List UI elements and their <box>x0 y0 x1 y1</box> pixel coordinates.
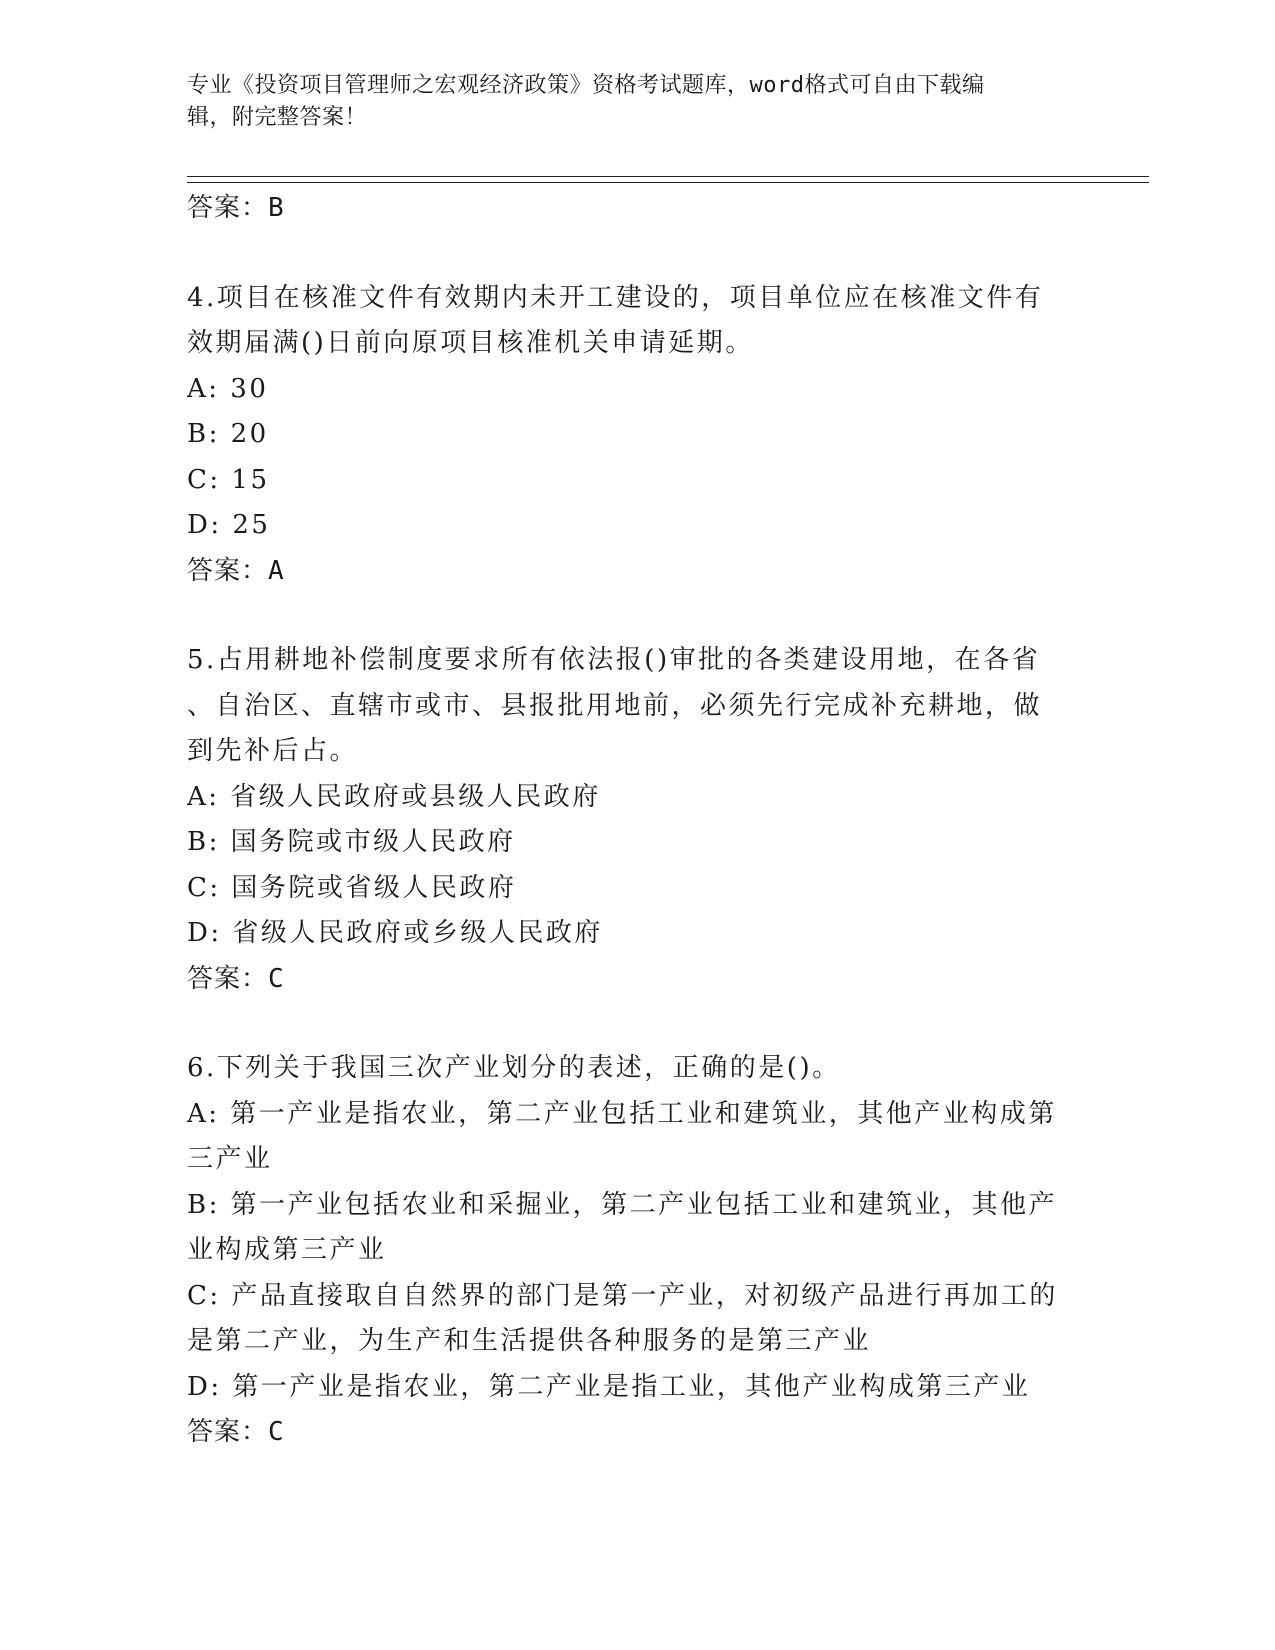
option-line: 是第二产业，为生产和生活提供各种服务的是第三产业 <box>187 1326 872 1356</box>
option-line: B: 20 <box>187 419 269 449</box>
question-stem-line: 5.占用耕地补偿制度要求所有依法报()审批的各类建设用地，在各省 <box>187 645 1041 675</box>
option-line: D: 省级人民政府或乡级人民政府 <box>187 918 603 948</box>
header-divider-bottom <box>187 182 1149 183</box>
question-stem-line: 4.项目在核准文件有效期内未开工建设的，项目单位应在核准文件有 <box>187 282 1044 313</box>
header-line-2: 辑，附完整答案！ <box>187 105 368 130</box>
question-stem-line: 效期届满()日前向原项目核准机关申请延期。 <box>187 328 754 358</box>
option-line: A: 省级人民政府或县级人民政府 <box>187 781 601 812</box>
answer-label: 答案： <box>187 963 269 994</box>
option-line: C: 国务院或省级人民政府 <box>187 872 517 903</box>
option-line: D: 第一产业是指农业，第二产业是指工业，其他产业构成第三产业 <box>187 1371 1031 1402</box>
question-list <box>187 186 1087 1456</box>
answer-value: A <box>268 555 285 586</box>
answer-line <box>187 549 1087 595</box>
answer-line <box>187 957 1087 1003</box>
answer-value: B <box>268 193 285 223</box>
option-line: B: 第一产业包括农业和采掘业，第二产业包括工业和建筑业，其他产 <box>187 1189 1058 1220</box>
header-line-1: 专业《投资项目管理师之宏观经济政策》资格考试题库，word格式可自由下载编 <box>187 73 985 98</box>
question-block <box>187 638 1087 1002</box>
answer-label: 答案： <box>187 555 269 586</box>
answer-value: C <box>268 963 285 994</box>
question-stem-line: 、自治区、直辖市或市、县报批用地前，必须先行完成补充耕地，做 <box>187 690 1043 721</box>
option-line: C: 15 <box>187 464 270 495</box>
question-spacer <box>187 1002 1087 1046</box>
option-line: A: 第一产业是指农业，第二产业包括工业和建筑业，其他产业构成第 <box>187 1098 1057 1129</box>
option-line: D: 25 <box>187 510 271 540</box>
question-stem-line: 6.下列关于我国三次产业划分的表述，正确的是()。 <box>187 1053 841 1083</box>
question-block <box>187 1046 1087 1456</box>
answer-label: 答案： <box>187 193 269 223</box>
answer-line <box>187 1410 1087 1456</box>
option-line: A: 30 <box>187 373 269 404</box>
question-stem-line: 到先补后占。 <box>187 736 359 766</box>
answer-value: C <box>268 1417 285 1447</box>
question-block <box>187 276 1087 595</box>
question-spacer <box>187 594 1087 638</box>
question-spacer <box>187 232 1087 276</box>
option-line: 业构成第三产业 <box>187 1235 387 1265</box>
answer-label: 答案： <box>187 1417 269 1447</box>
document-header <box>187 70 1087 134</box>
option-line: C: 产品直接取自自然界的部门是第一产业，对初级产品进行再加工的 <box>187 1280 1058 1311</box>
answer-line-prev <box>187 186 1087 232</box>
option-line: B: 国务院或市级人民政府 <box>187 827 516 857</box>
option-line: 三产业 <box>187 1144 273 1174</box>
header-divider-top <box>187 176 1149 177</box>
